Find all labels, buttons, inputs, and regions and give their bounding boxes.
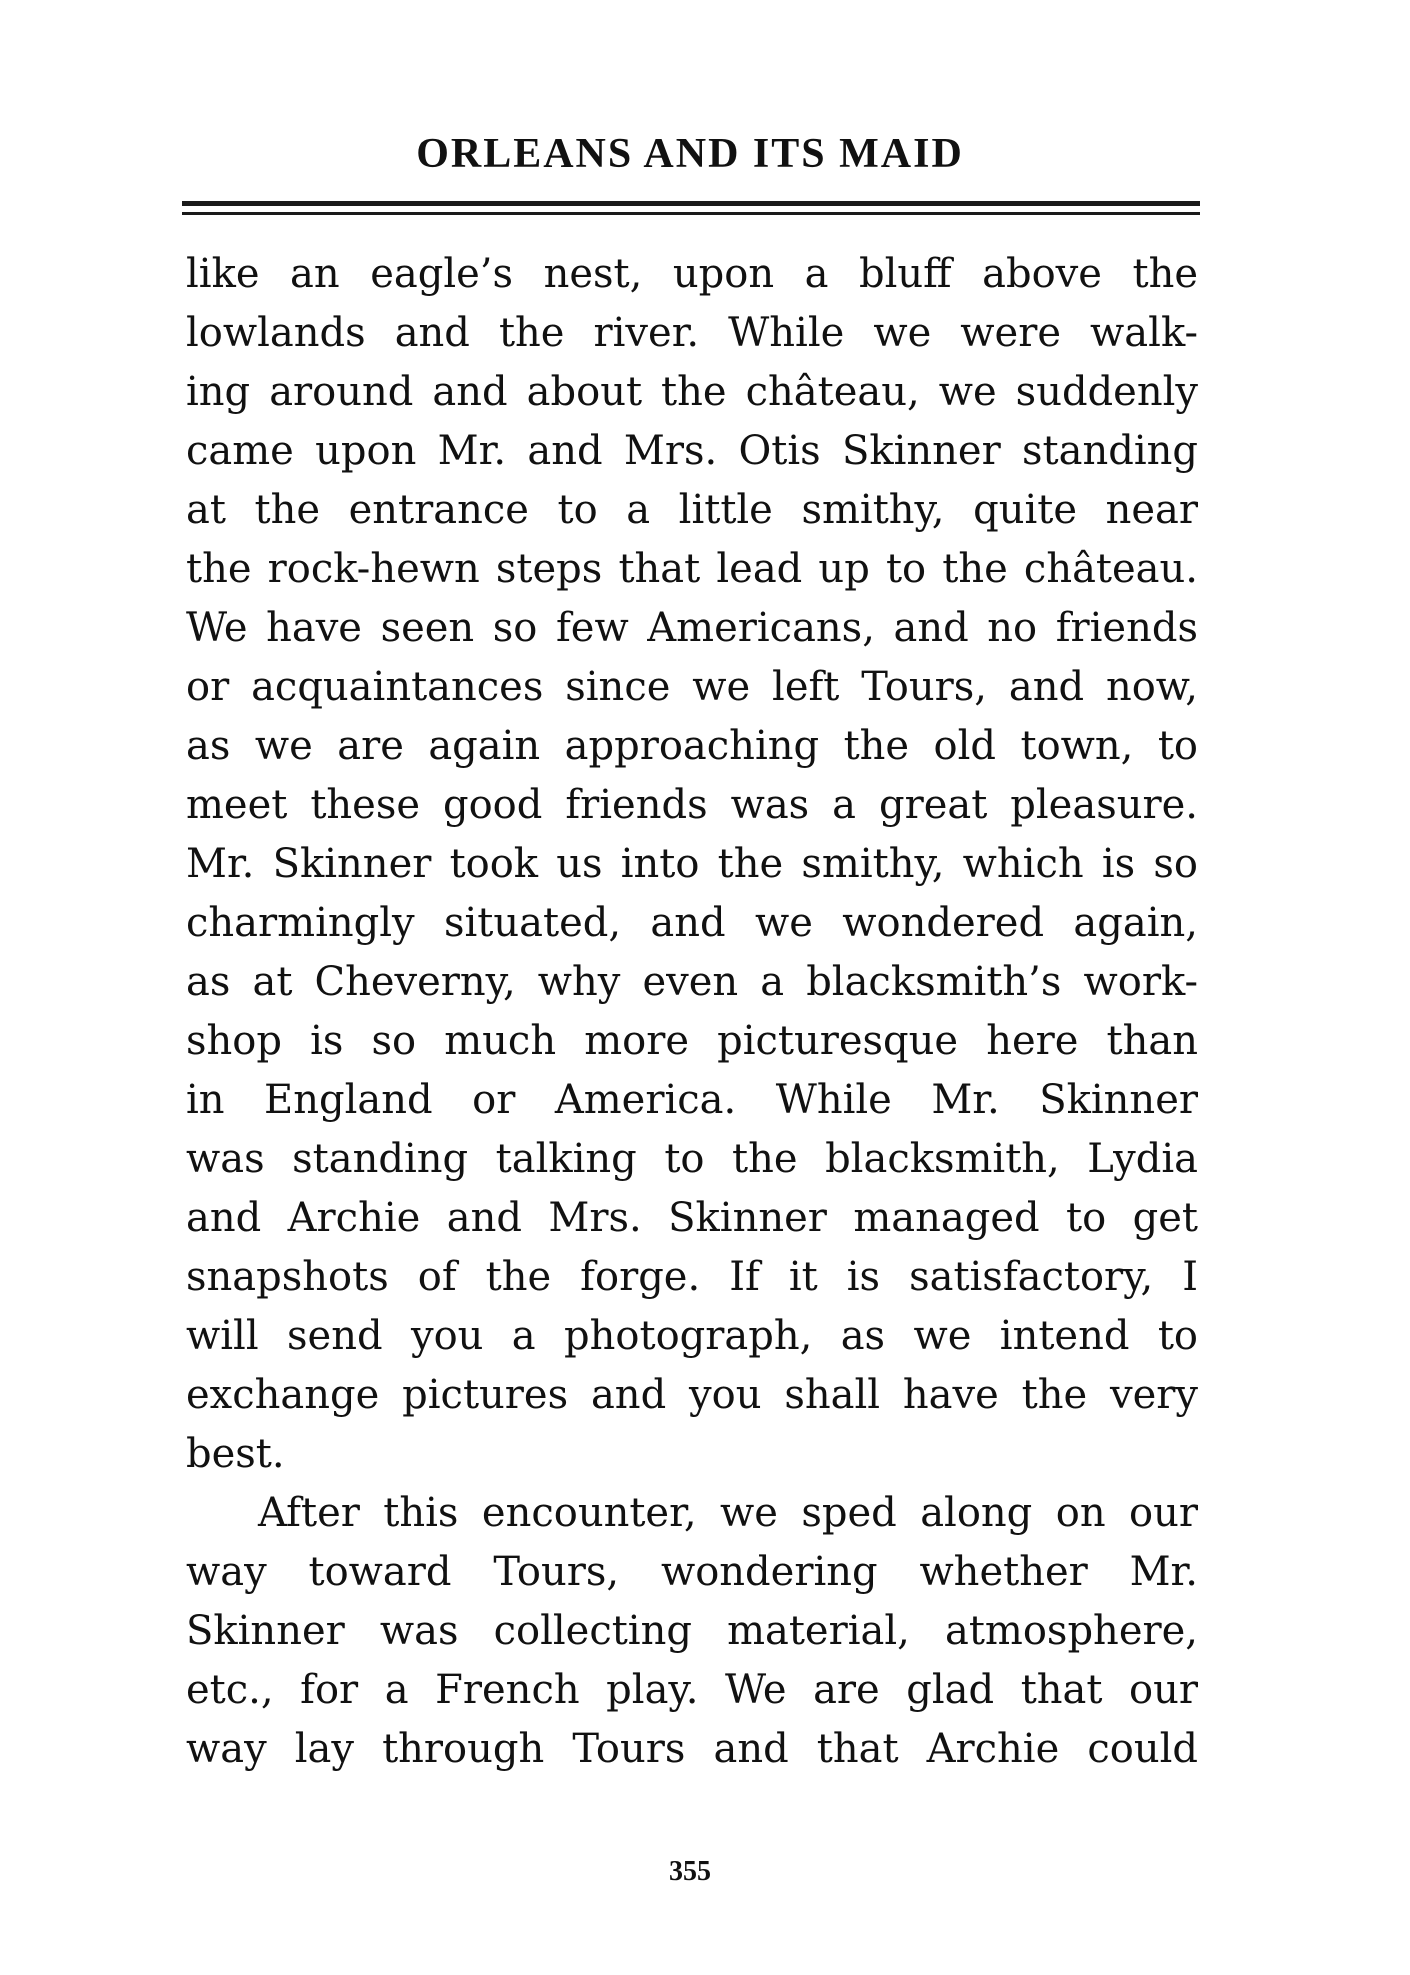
text-line: was standing talking to the blacksmith, Lydia [186,1136,1198,1182]
text-line: as we are again approaching the old town, to [186,723,1198,769]
text-line: the rock-hewn steps that lead up to the château. [186,546,1198,592]
text-line: way toward Tours, wondering whether Mr. [186,1549,1198,1595]
text-line: and Archie and Mrs. Skinner managed to get [186,1195,1198,1241]
running-head: ORLEANS AND ITS MAID [416,131,964,177]
text-line: as at Cheverny, why even a blacksmith’s work- [186,959,1198,1005]
paragraph-start-line: After this encounter, we sped along on our [258,1490,1198,1536]
text-line: ing around and about the château, we suddenly [186,369,1198,415]
text-line: will send you a photograph, as we intend to [186,1313,1198,1359]
text-line: or acquaintances since we left Tours, and now, [186,664,1198,710]
text-line: came upon Mr. and Mrs. Otis Skinner standing [186,428,1198,474]
text-line: way lay through Tours and that Archie could [186,1726,1198,1772]
text-line: etc., for a French play. We are glad that our [186,1667,1198,1713]
text-line: exchange pictures and you shall have the very [186,1372,1198,1418]
text-line: charmingly situated, and we wondered again, [186,900,1198,946]
header-rule-thin [182,212,1200,215]
body-text [186,245,1198,1779]
text-line: at the entrance to a little smithy, quite near [186,487,1198,533]
page-number: 355 [669,1856,711,1887]
paragraph-end-line: best. [186,1431,285,1477]
text-line: Mr. Skinner took us into the smithy, which is so [186,841,1198,887]
text-line: meet these good friends was a great pleasure. [186,782,1198,828]
text-line: like an eagle’s nest, upon a bluff above the [186,251,1198,297]
header-rule-thick [182,201,1200,206]
text-line: snapshots of the forge. If it is satisfactory, I [186,1254,1198,1300]
text-line: shop is so much more picturesque here than [186,1018,1198,1064]
text-line: in England or America. While Mr. Skinner [186,1077,1198,1123]
text-line: We have seen so few Americans, and no friends [186,605,1198,651]
text-line: lowlands and the river. While we were walk- [186,310,1198,356]
text-line: Skinner was collecting material, atmosphere, [186,1608,1198,1654]
